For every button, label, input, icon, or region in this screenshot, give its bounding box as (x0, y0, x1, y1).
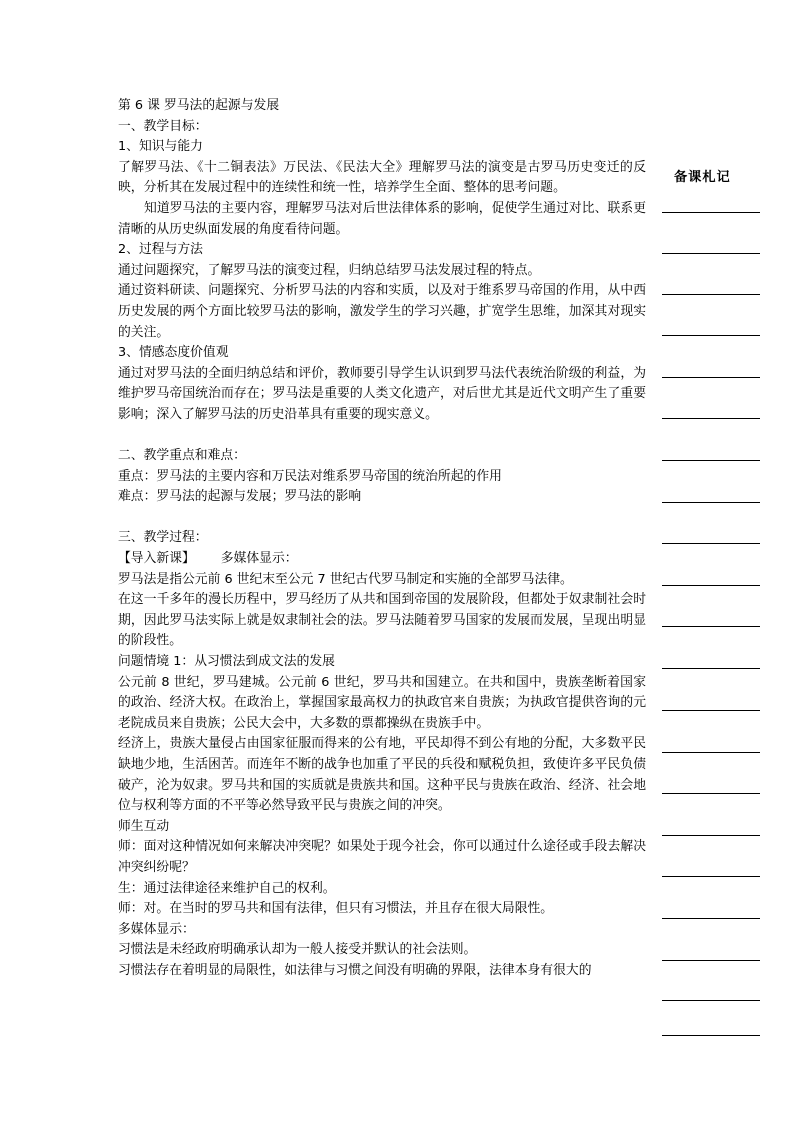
note-line (662, 668, 760, 669)
note-line (662, 502, 760, 503)
note-line (662, 793, 760, 794)
subsection-process-heading: 2、过程与方法 (118, 242, 203, 258)
section-process-heading: 三、教学过程： (118, 530, 208, 546)
note-line (662, 377, 760, 378)
intro-media-label: 多媒体显示： (220, 551, 298, 567)
section-focus-heading: 二、教学重点和难点： (118, 448, 246, 464)
student-line-1: 生：通过法律途径来维护自己的权利。 (118, 880, 336, 896)
key-point: 重点：罗马法的主要内容和万民法对维系罗马帝国的统治所起的作用 (118, 468, 502, 484)
knowledge-paragraph-1: 了解罗马法、《十二铜表法》万民法、《民法大全》理解罗马法的演变是古罗马历史变迁的反映，分析其在发展过程中的连续性和统一性，培养学生全面、整体的思考问题。 (118, 159, 646, 196)
note-line (662, 294, 760, 295)
note-line (662, 960, 760, 961)
note-line (662, 1035, 760, 1036)
intro-line (118, 549, 646, 570)
process-text-5: 习惯法是未经政府明确承认却为一般人接受并默认的社会法则。 (118, 942, 477, 958)
note-line (662, 335, 760, 336)
process-text-4: 经济上，贵族大量侵占由国家征服而得来的公有地，平民却得不到公有地的分配，大多数平民缺地少地，生活困苦。而连年不断的战争也加重了平民的兵役和赋税负担，致使许多平民负债破产，沦为奴隶。罗马共和国的实质就是贵族共和国。这种平民与贵族在政治、经济、社会地位与权利等方面的不平等必然导致平民与贵族之间的冲突。 (118, 736, 646, 814)
note-line (662, 460, 760, 461)
teacher-line-1: 师：面对这种情况如何来解决冲突呢？如果处于现今社会，你可以通过什么途径或手段去解决冲突纠纷呢？ (118, 839, 646, 875)
process-text-6: 习惯法存在着明显的局限性，如法律与习惯之间没有明确的界限，法律本身有很大的 (118, 962, 592, 978)
section-objectives-heading: 一、教学目标： (118, 118, 208, 134)
spacer (118, 508, 646, 529)
question-scenario-1: 问题情境 1：从习惯法到成文法的发展 (118, 654, 335, 670)
subsection-knowledge-heading: 1、知识与能力 (118, 139, 203, 155)
process-text-3: 公元前 8 世纪，罗马建城。公元前 6 世纪，罗马共和国建立。在共和国中，贵族垄断着国家的政治、经济大权。在政治上，掌握国家最高权力的执政官来自贵族；为执政官提供咨询的元老院成员来自贵族；公民大会中，大多数的票都操纵在贵族手中。 (118, 674, 646, 731)
knowledge-paragraph-2: 知道罗马法的主要内容，理解罗马法对后世法律体系的影响，促使学生通过对比、联系更清晰的从历史纵面发展的角度看待问题。 (118, 200, 646, 237)
note-line (662, 626, 760, 627)
note-line (662, 876, 760, 877)
note-line (662, 253, 760, 254)
interaction-heading: 师生互动 (118, 818, 170, 834)
process-text-2: 在这一千多年的漫长历程中，罗马经历了从共和国到帝国的发展阶段，但都处于奴隶制社会时期，因此罗马法实际上就是奴隶制社会的法。罗马法随着罗马国家的发展而发展，呈现出明显的阶段性。 (118, 592, 646, 649)
note-line (662, 543, 760, 544)
note-line (662, 710, 760, 711)
note-line (662, 1000, 760, 1001)
values-paragraph: 通过对罗马法的全面归纳总结和评价，教师要引导学生认识到罗马法代表统治阶级的利益，为维护罗马帝国统治而存在；罗马法是重要的人类文化遗产，对后世尤其是近代文明产生了重要影响；深入了解罗马法的历史沿革具有重要的现实意义。 (118, 365, 646, 422)
process-text-1: 罗马法是指公元前 6 世纪末至公元 7 世纪古代罗马制定和实施的全部罗马法律。 (118, 571, 573, 587)
teacher-line-2: 师：对。在当时的罗马共和国有法律，但只有习惯法，并且存在很大局限性。 (118, 901, 554, 917)
note-line (662, 835, 760, 836)
lesson-title: 第 6 课 罗马法的起源与发展 (118, 98, 280, 113)
difficult-point: 难点：罗马法的起源与发展；罗马法的影响 (118, 489, 362, 505)
notes-column-title: 备课札记 (674, 170, 731, 185)
spacer (118, 426, 646, 447)
note-line (662, 918, 760, 919)
process-paragraph-2: 通过资料研读、问题探究、分析罗马法的内容和实质，以及对于维系罗马帝国的作用，从中西历史发展的两个方面比较罗马法的影响，激发学生的学习兴趣，扩宽学生思维，加深其对现实的关注。 (118, 283, 646, 340)
subsection-values-heading: 3、情感态度价值观 (118, 345, 229, 361)
note-line (662, 752, 760, 753)
lesson-plan-body (118, 96, 646, 982)
media-label-2: 多媒体显示： (118, 921, 195, 937)
intro-tag: 【导入新课】 (118, 551, 195, 567)
note-line (662, 585, 760, 586)
note-line (662, 212, 760, 213)
process-paragraph-1: 通过问题探究，了解罗马法的演变过程，归纳总结罗马法发展过程的特点。 (118, 262, 541, 278)
note-line (662, 418, 760, 419)
